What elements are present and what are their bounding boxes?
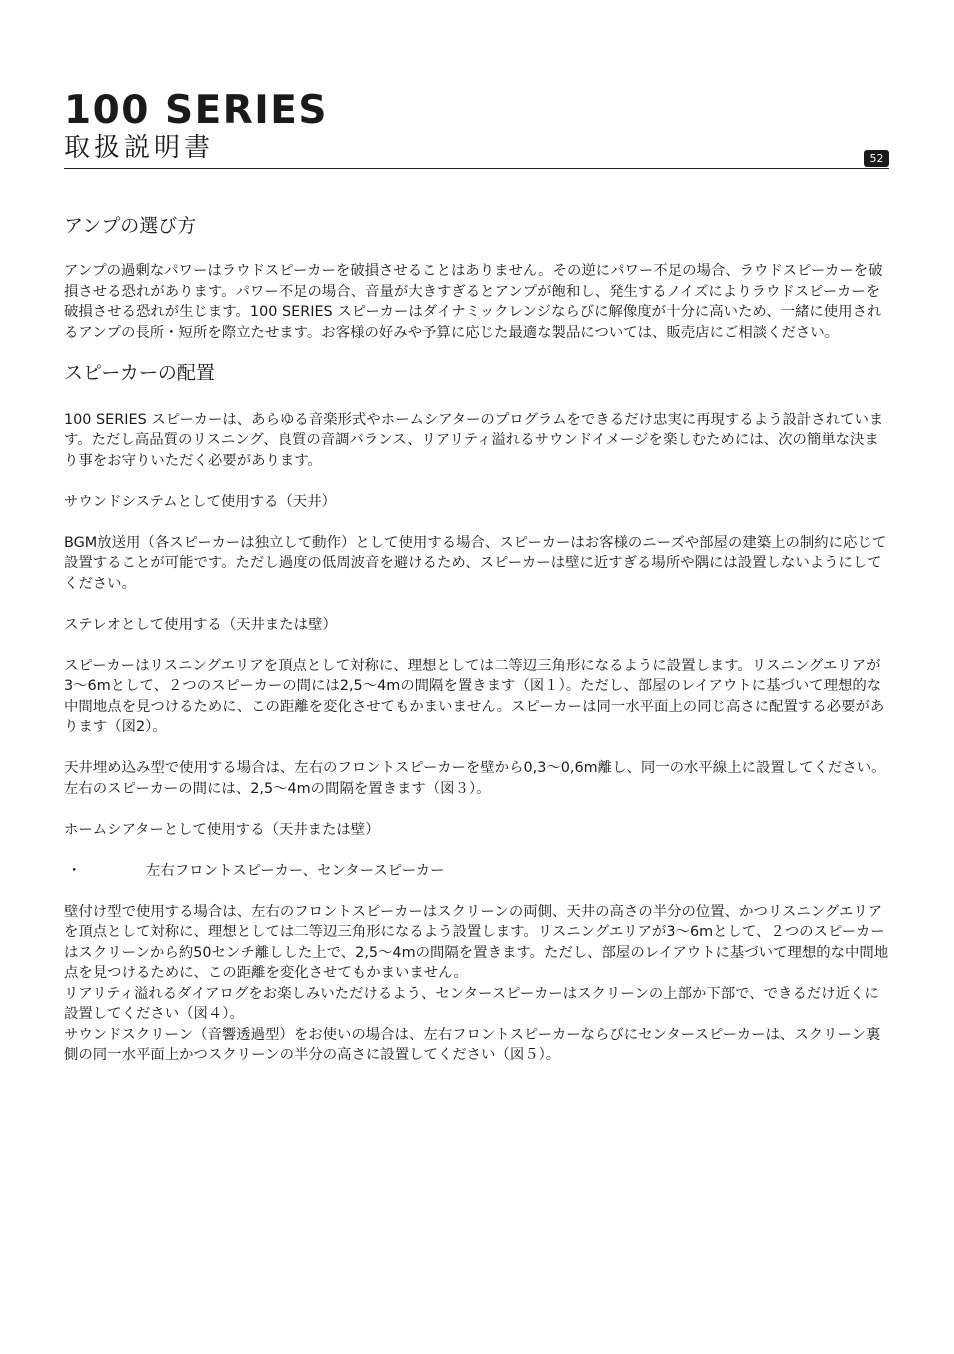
page-content bbox=[64, 213, 889, 1066]
manual-page bbox=[64, 88, 889, 1066]
section-heading-amp: アンプの選び方 bbox=[64, 215, 197, 237]
page-number-badge: 52 bbox=[864, 150, 889, 167]
bgm-paragraph: BGM放送用（各スピーカーは独立して動作）として使用する場合、スピーカーはお客様のニーズや部屋の建築上の制約に応じて設置することが可能です。ただし過度の低周波音を避けるため、スピーカーは壁に近すぎる場所や隅には設置しないようにしてください。 bbox=[64, 534, 887, 592]
placement-intro-paragraph: 100 SERIES スピーカーは、あらゆる音楽形式やホームシアターのプログラムをできるだけ忠実に再現するよう設計されています。ただし高品質のリスニング、良質の音調バランス、リアリティ溢れるサウンドイメージを楽しむためには、次の簡単な決まり事をお守りいただく必要があります。 bbox=[64, 411, 884, 469]
manual-title: 取扱説明書 bbox=[64, 133, 215, 163]
bullet-text: 左右フロントスピーカー、センタースピーカー bbox=[146, 862, 445, 879]
amp-paragraph: アンプの過剰なパワーはラウドスピーカーを破損させることはありません。その逆にパワー不足の場合、ラウドスピーカーを破損させる恐れがあります。パワー不足の場合、音量が大きすぎるとアンプが飽和し、発生するノイズによりラウドスピーカーを破損させる恐れが生じます。100 SERIES スピーカーはダイナミックレンジならびに解像度が十分に高いため、一緒に使用されるアンプの長所・短所を際立たせます。お客様の好みや予算に応じた最適な製品については、販売店にご相談ください。 bbox=[64, 263, 883, 341]
stereo-paragraph: スピーカーはリスニングエリアを頂点として対称に、理想としては二等辺三角形になるように設置します。リスニングエリアが3〜6mとして、２つのスピーカーの間には2,5〜4mの間隔を置きます（図１）。ただし、部屋のレイアウトに基づいて理想的な中間地点を見つけるために、この距離を変化させてもかまいません。スピーカーは同一水平面上の同じ高さに配置する必要があります（図2）。 bbox=[64, 657, 885, 735]
list-item bbox=[64, 861, 889, 882]
subheading-ceiling-system: サウンドシステムとして使用する（天井） bbox=[64, 493, 336, 510]
section-heading-placement: スピーカーの配置 bbox=[64, 361, 215, 384]
wall-mount-paragraph: 壁付け型で使用する場合は、左右のフロントスピーカーはスクリーンの両側、天井の高さの半分の位置、かつリスニングエリアを頂点として対称に、理想としては二等辺三角形になるよう設置します。リスニングエリアが3〜6mとして、２つのスピーカーはスクリーンから約50センチ離しした上で、2,5〜4mの間隔を置きます。ただし、部屋のレイアウトに基づいて理想的な中間地点を見つけるために、この距離を変化させてもかまいません。 bbox=[64, 903, 889, 981]
page-header bbox=[64, 88, 889, 169]
sound-screen-paragraph: サウンドスクリーン（音響透過型）をお使いの場合は、左右フロントスピーカーならびにセンタースピーカーは、スクリーン裏側の同一水平面上かつスクリーンの半分の高さに設置してください（図５）。 bbox=[64, 1026, 881, 1063]
series-title: 100 SERIES bbox=[64, 88, 328, 133]
subheading-stereo: ステレオとして使用する（天井または壁） bbox=[64, 616, 337, 633]
center-speaker-paragraph: リアリティ溢れるダイアログをお楽しみいただけるよう、センタースピーカーはスクリーンの上部か下部で、できるだけ近くに設置してください（図４）。 bbox=[64, 985, 879, 1022]
bullet-mark: ・ bbox=[67, 862, 82, 879]
subheading-home-theater: ホームシアターとして使用する（天井または壁） bbox=[64, 821, 380, 838]
ceiling-mount-paragraph: 天井埋め込み型で使用する場合は、左右のフロントスピーカーを壁から0,3〜0,6m離し、同一の水平線上に設置してください。左右のスピーカーの間には、2,5〜4mの間隔を置きます（図３）。 bbox=[64, 760, 886, 797]
